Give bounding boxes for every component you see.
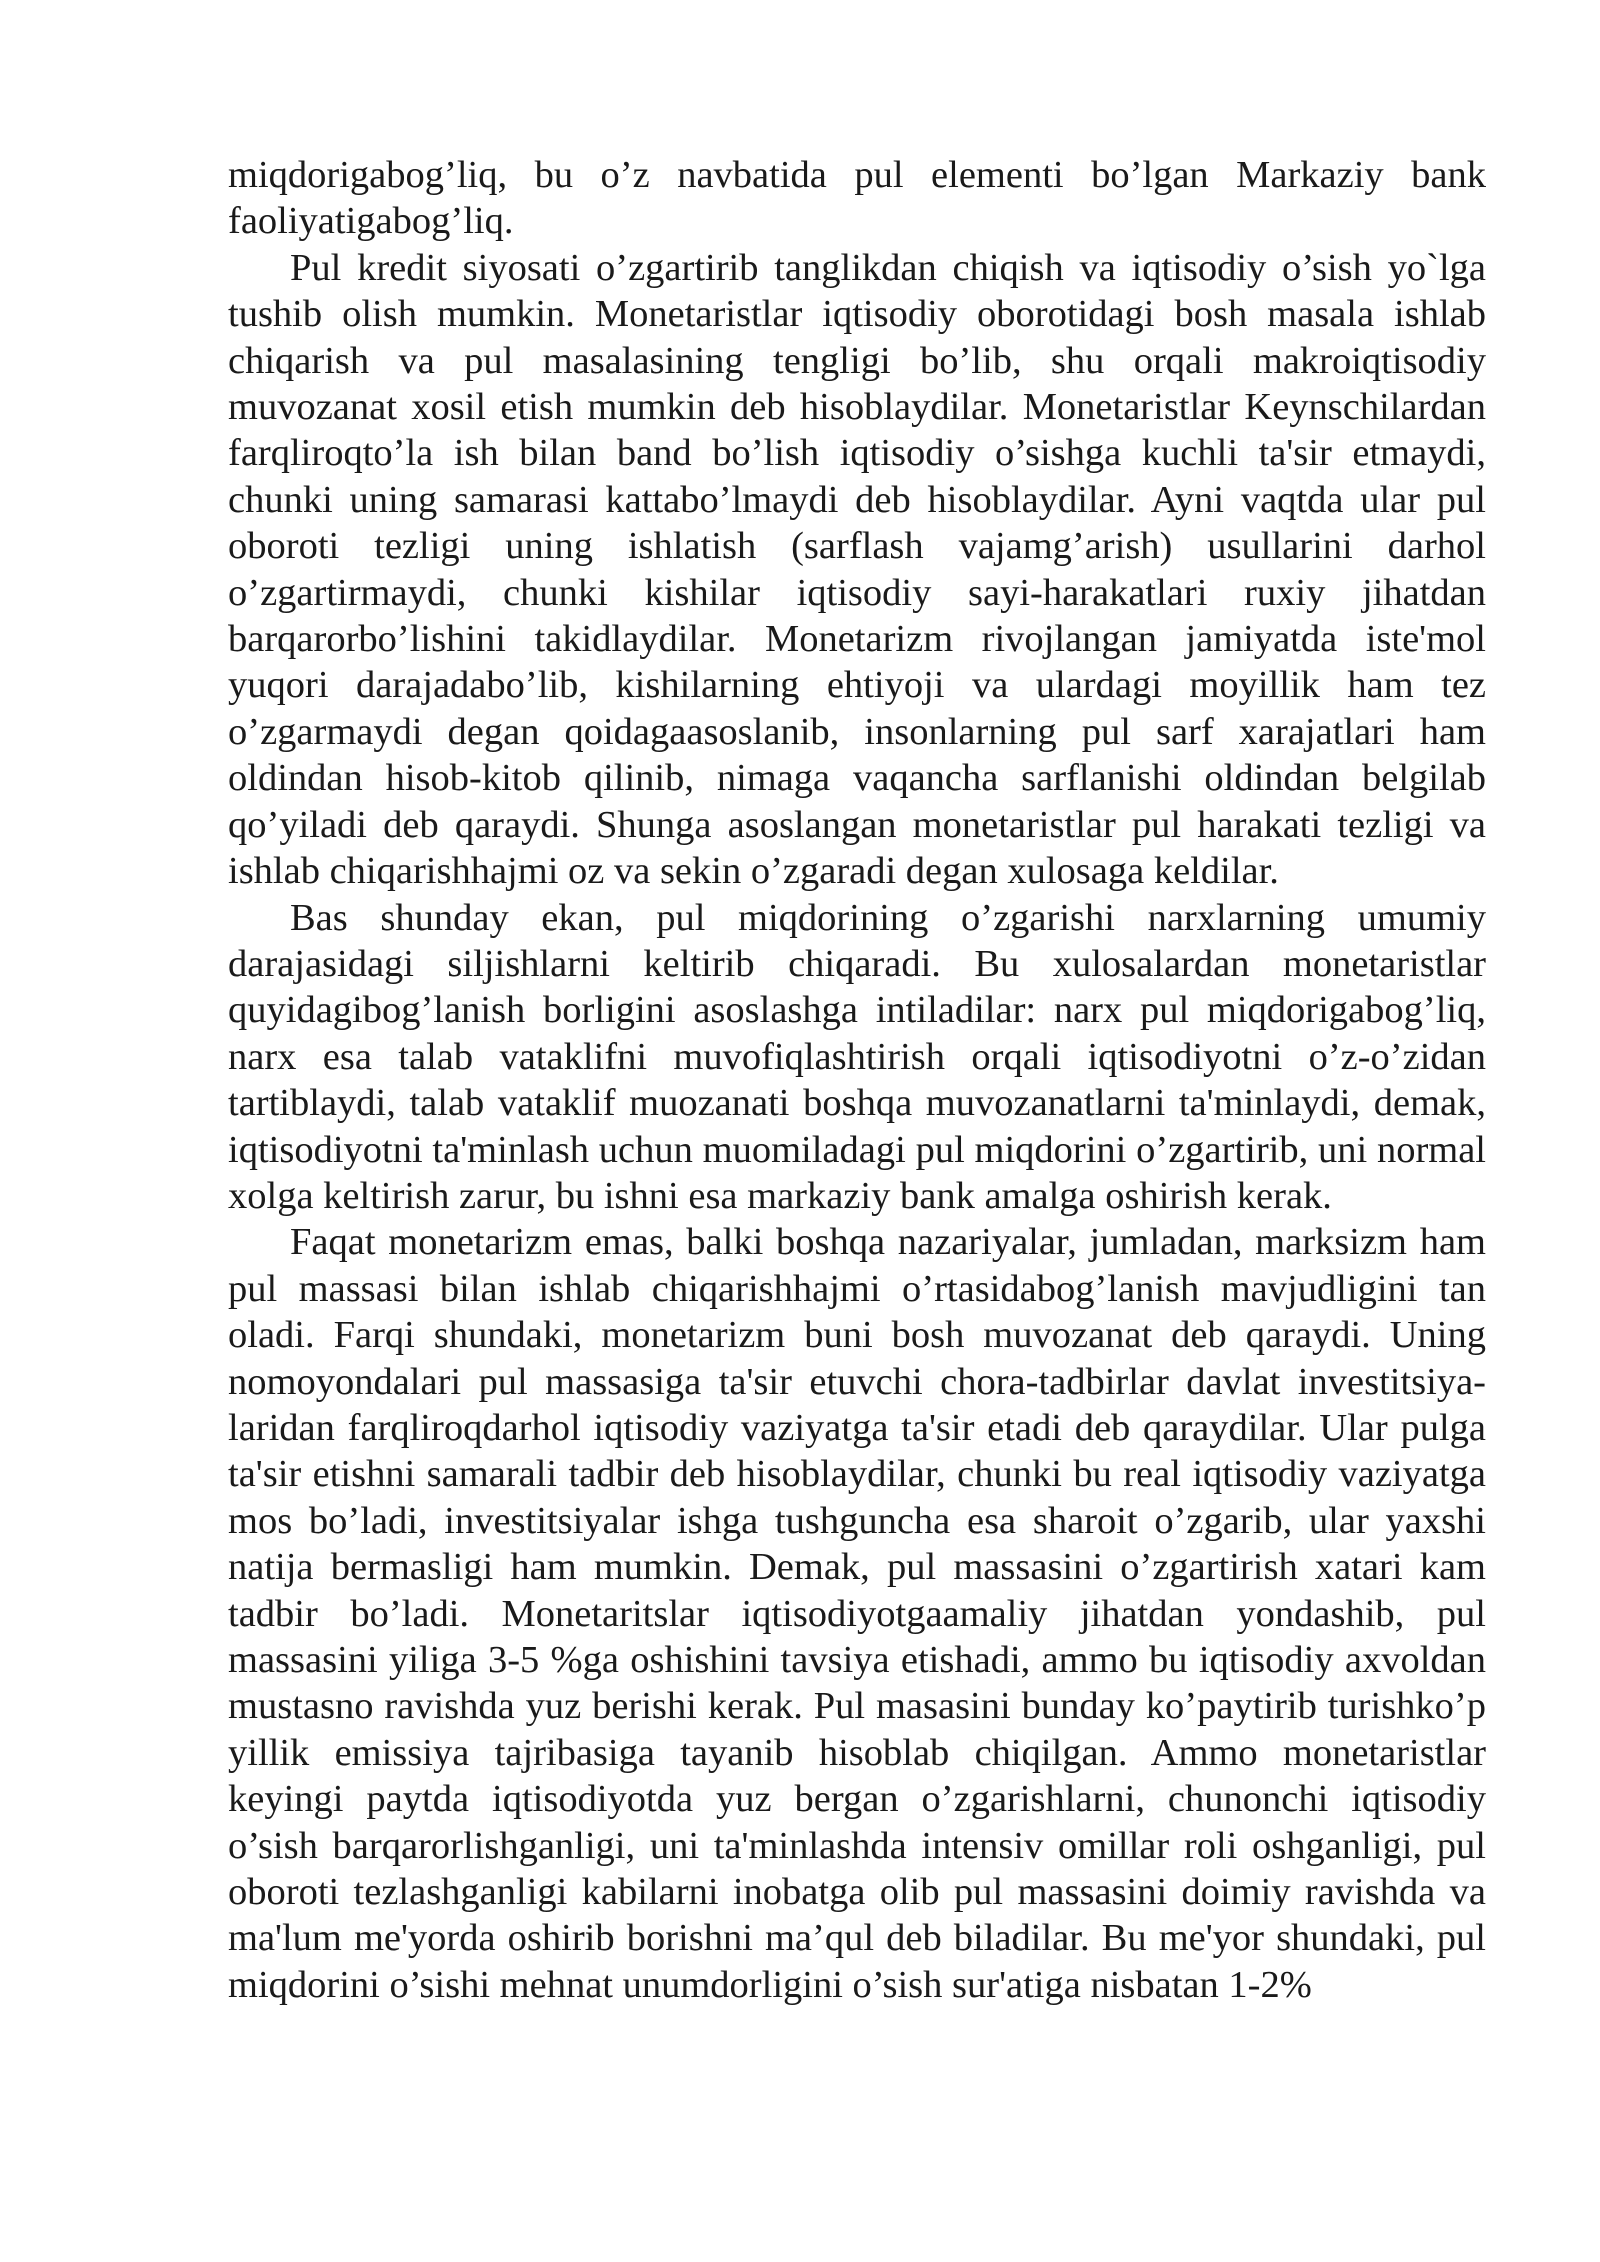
document-page [228, 152, 1486, 2008]
paragraph-1: miqdorigabog’liq, bu o’z navbatida pul elementi bo’lgan Markaziy bank faoliyatigabog’liq. [228, 154, 1486, 243]
paragraph-3: Bas shunday ekan, pul miqdorining o’zgarishi narxlarning umumiy darajasidagi siljishlarni keltirib chiqaradi. Bu xulosalardan monetaristlar quyidagibog’lanish borligini asoslashga intiladilar: narx pul miqdorigabog’liq, narx esa talab vataklifni muvofiqlashtirish orqali iqtisodiyotni o’z-o’zidan tartiblaydi, talab vataklif muozanati boshqa muvozanatlarni ta'minlaydi, demak, iqtisodiyotni ta'minlash uchun muomiladagi pul miqdorini o’zgartirib, uni normal xolga keltirish zarur, bu ishni esa markaziy bank amalga oshirish kerak. [228, 896, 1486, 1217]
paragraph-2: Pul kredit siyosati o’zgartirib tanglikdan chiqish va iqtisodiy o’sish yo`lga tushib olish mumkin. Monetaristlar iqtisodiy oborotidagi bosh masala ishlab chiqarish va pul masalasining tengligi bo’lib, shu orqali makroiqtisodiy muvozanat xosil etish mumkin deb hisoblaydilar. Monetaristlar Keynschilardan farqliroqto’la ish bilan band bo’lish iqtisodiy o’sishga kuchli ta'sir etmaydi, chunki uning samarasi kattabo’lmaydi deb hisoblaydilar. Ayni vaqtda ular pul oboroti tezligi uning ishlatish (sarflash vajamg’arish) usullarini darhol o’zgartirmaydi, chunki kishilar iqtisodiy sayi-harakatlari ruxiy jihatdan barqarorbo’lishini takidlaydilar. Monetarizm rivojlangan jamiyatda iste'mol yuqori darajadabo’lib, kishilarning ehtiyoji va ulardagi moyillik ham tez o’zgarmaydi degan qoidagaasoslanib, insonlarning pul sarf xarajatlari ham oldindan hisob-kitob qilinib, nimaga vaqancha sarflanishi oldindan belgilab qo’yiladi deb qaraydi. Shunga asoslangan monetaristlar pul harakati tezligi va ishlab chiqarishhajmi oz va sekin o’zgaradi degan xulosaga keldilar. [228, 246, 1486, 893]
paragraph-4: Faqat monetarizm emas, balki boshqa nazariyalar, jumladan, marksizm ham pul massasi bilan ishlab chiqarishhajmi o’rtasidabog’lanish mavjudligini tan oladi. Farqi shundaki, monetarizm buni bosh muvozanat deb qaraydi. Uning nomoyondalari pul massasiga ta'sir etuvchi chora-tadbirlar davlat investitsiya-laridan farqliroqdarhol iqtisodiy vaziyatga ta'sir etadi deb qaraydilar. Ular pulga ta'sir etishni samarali tadbir deb hisoblaydilar, chunki bu real iqtisodiy vaziyatga mos bo’ladi, investitsiyalar ishga tushguncha esa sharoit o’zgarib, ular yaxshi natija bermasligi ham mumkin. Demak, pul massasini o’zgartirish xatari kam tadbir bo’ladi. Monetaritslar iqtisodiyotgaamaliy jihatdan yondashib, pul massasini yiliga 3-5 %ga oshishini tavsiya etishadi, ammo bu iqtisodiy axvoldan mustasno ravishda yuz berishi kerak. Pul masasini bunday ko’paytirib turishko’p yillik emissiya tajribasiga tayanib hisoblab chiqilgan. Ammo monetaristlar keyingi paytda iqtisodiyotda yuz bergan o’zgarishlarni, chunonchi iqtisodiy o’sish barqarorlishganligi, uni ta'minlashda intensiv omillar roli oshganligi, pul oboroti tezlashganligi kabilarni inobatga olib pul massasini doimiy ravishda va ma'lum me'yorda oshirib borishni ma’qul deb biladilar. Bu me'yor shundaki, pul miqdorini o’sishi mehnat unumdorligini o’sish sur'atiga nisbatan 1-2% [228, 1221, 1486, 2006]
